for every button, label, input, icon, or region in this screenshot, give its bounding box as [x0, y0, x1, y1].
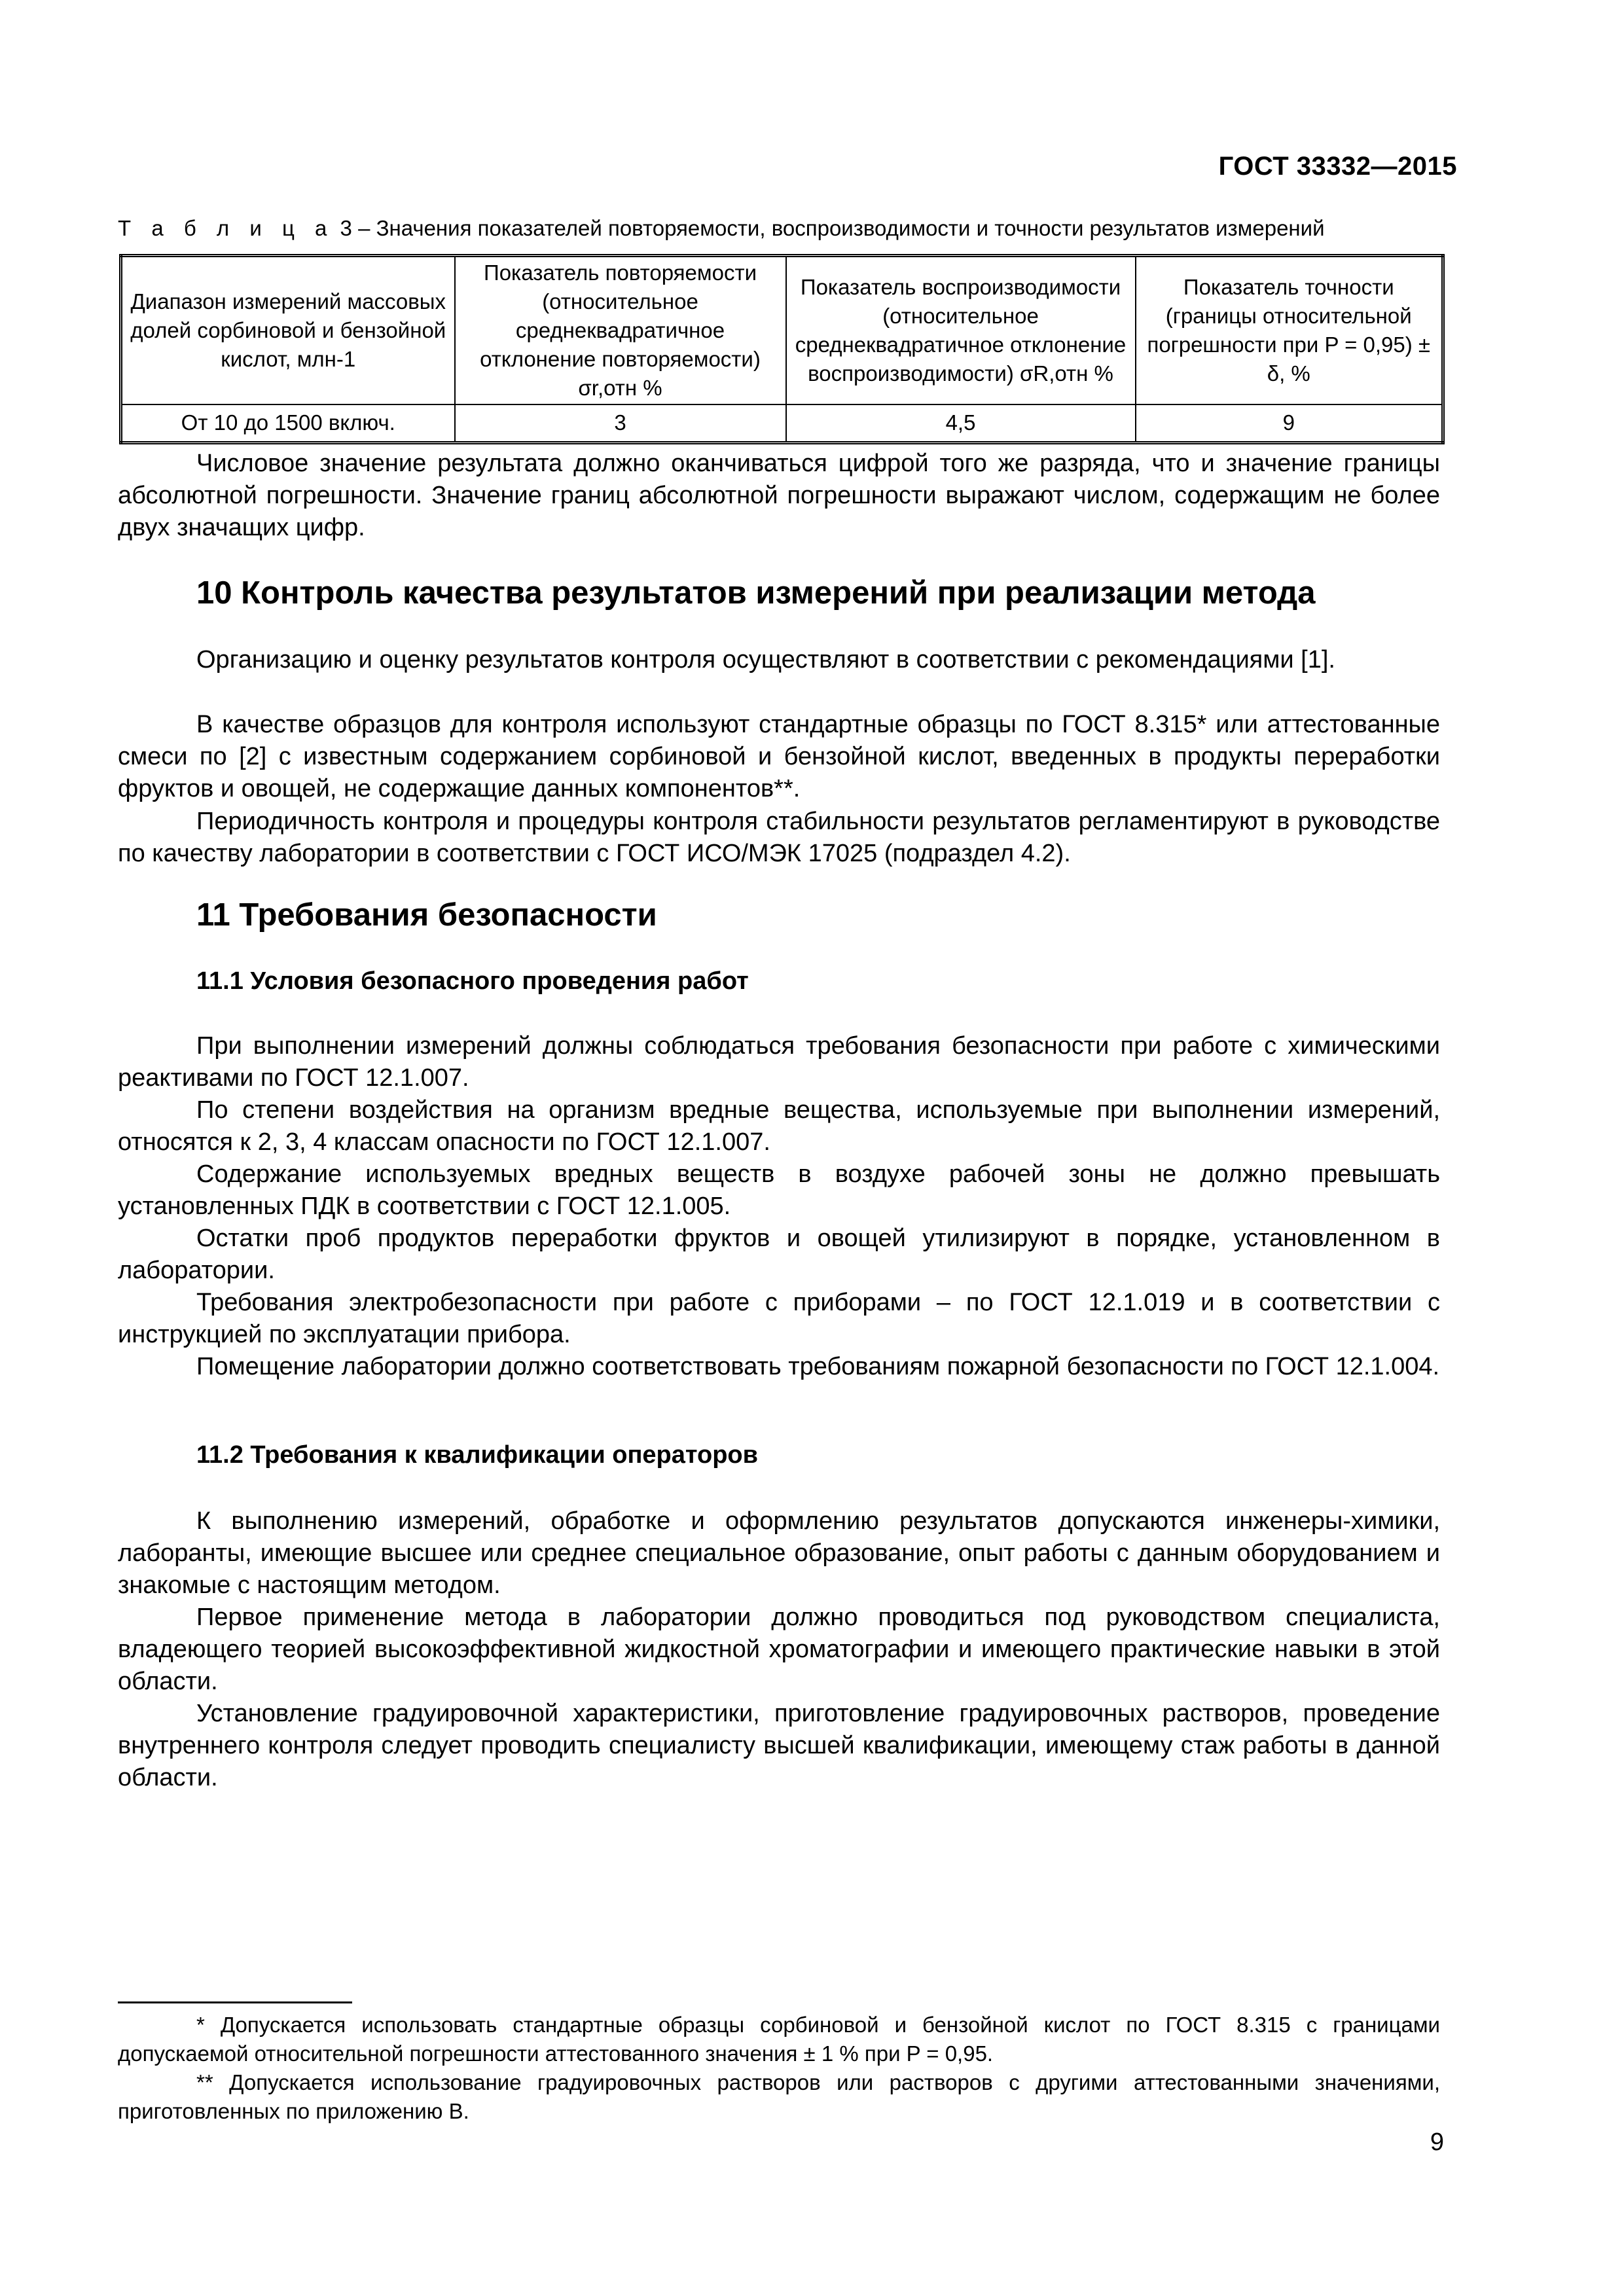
section-11-1-title: 11.1 Условия безопасного проведения работ: [196, 967, 749, 995]
page-number: 9: [1430, 2128, 1444, 2156]
section-11-1-p5: Требования электробезопасности при работе с приборами – по ГОСТ 12.1.019 и в соответствии с инструкцией по эксплуатации прибора.: [118, 1289, 1440, 1348]
table-caption-prefix: Т а б л и ц а: [118, 216, 334, 240]
section-10-title: 10 Контроль качества результатов измерений при реализации метода: [196, 575, 1316, 611]
table-caption: [118, 216, 1325, 241]
cell-range: От 10 до 1500 включ.: [121, 404, 455, 442]
header-accuracy: Показатель точности (границы относительной погрешности при P = 0,95) ± δ, %: [1136, 256, 1443, 405]
section-11-1-p6: Помещение лаборатории должно соответствовать требованиям пожарной безопасности по ГОСТ 12.1.004.: [196, 1353, 1440, 1380]
header-reproducibility: Показатель воспроизводимости (относительное среднеквадратичное отклонение воспроизводимости) σR,отн %: [786, 256, 1136, 405]
table-caption-text: 3 – Значения показателей повторяемости, воспроизводимости и точности результатов измерений: [334, 216, 1325, 240]
paragraph-rounding: Числовое значение результата должно оканчиваться цифрой того же разряда, что и значение границы абсолютной погрешности. Значение границ абсолютной погрешности выражают числом, содержащим не более двух значащих цифр.: [118, 450, 1440, 541]
footnote-separator: [118, 2001, 352, 2003]
section-11-2-title: 11.2 Требования к квалификации операторов: [196, 1441, 758, 1469]
cell-accuracy: 9: [1136, 404, 1443, 442]
standard-number: ГОСТ 33332—2015: [1218, 152, 1457, 181]
table-header-row: [121, 256, 1443, 405]
section-11-1-p2: По степени воздействия на организм вредные вещества, используемые при выполнении измерений, относятся к 2, 3, 4 классам опасности по ГОСТ 12.1.007.: [118, 1096, 1440, 1156]
table-row: [121, 404, 1443, 442]
section-11-2-p3: Установление градуировочной характеристики, приготовление градуировочных растворов, проведение внутреннего контроля следует проводить специалисту высшей квалификации, имеющему стаж работы в данной области.: [118, 1700, 1440, 1791]
footnote-1: * Допускается использовать стандартные образцы сорбиновой и бензойной кислот по ГОСТ 8.315 с границами допускаемой относительной погрешности аттестованного значения ± 1 % при P = 0,95.: [118, 2013, 1440, 2066]
cell-reproducibility: 4,5: [786, 404, 1136, 442]
section-10-p1: Организацию и оценку результатов контроля осуществляют в соответствии с рекомендациями [1].: [196, 646, 1335, 673]
section-11-2-p1: К выполнению измерений, обработке и оформлению результатов допускаются инженеры-химики, лаборанты, имеющие высшее или среднее специальное образование, опыт работы с данным оборудованием и знакомые с настоящим методом.: [118, 1507, 1440, 1599]
header-range: Диапазон измерений массовых долей сорбиновой и бензойной кислот, млн-1: [121, 256, 455, 405]
section-11-2-p2: Первое применение метода в лаборатории должно проводиться под руководством специалиста, владеющего теорией высокоэффективной жидкостной хроматографии и имеющего практические навыки в этой области.: [118, 1604, 1440, 1695]
section-11-title: 11 Требования безопасности: [196, 897, 657, 933]
cell-repeatability: 3: [455, 404, 786, 442]
precision-table: [119, 254, 1445, 444]
header-repeatability: Показатель повторяемости (относительное среднеквадратичное отклонение повторяемости) σr,отн %: [455, 256, 786, 405]
section-11-1-p3: Содержание используемых вредных веществ в воздухе рабочей зоны не должно превышать установленных ПДК в соответствии с ГОСТ 12.1.005.: [118, 1160, 1440, 1220]
footnote-2: ** Допускается использование градуировочных растворов или растворов с другими аттестованными значениями, приготовленных по приложению В.: [118, 2070, 1440, 2123]
section-11-1-p1: При выполнении измерений должны соблюдаться требования безопасности при работе с химическими реактивами по ГОСТ 12.1.007.: [118, 1032, 1440, 1092]
section-11-1-p4: Остатки проб продуктов переработки фруктов и овощей утилизируют в порядке, установленном в лаборатории.: [118, 1225, 1440, 1284]
section-10-p3: Периодичность контроля и процедуры контроля стабильности результатов регламентируют в руководстве по качеству лаборатории в соответствии с ГОСТ ИСО/МЭК 17025 (подраздел 4.2).: [118, 808, 1440, 867]
section-10-p2: В качестве образцов для контроля используют стандартные образцы по ГОСТ 8.315* или аттестованные смеси по [2] с известным содержанием сорбиновой и бензойной кислот, введенных в продукты переработки фруктов и овощей, не содержащие данных компонентов**.: [118, 711, 1440, 802]
